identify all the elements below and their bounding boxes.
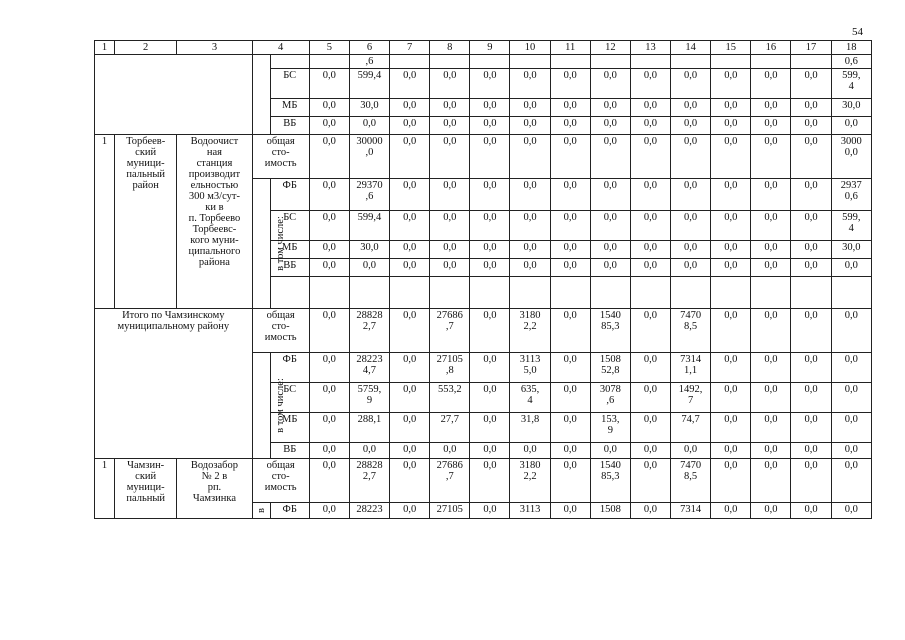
- value-cell: 0,0: [711, 69, 751, 99]
- value-cell: 0,0: [590, 259, 630, 277]
- value-cell: 0,0: [510, 69, 550, 99]
- value-cell: 7314 1,1: [671, 353, 711, 383]
- value-cell: 0,0: [550, 179, 590, 211]
- value-cell: 0,0: [831, 443, 871, 459]
- value-cell: 0,0: [430, 99, 470, 117]
- value-cell: 27,7: [430, 413, 470, 443]
- value-cell: 0,0: [751, 211, 791, 241]
- value-cell: 0,0: [671, 443, 711, 459]
- table-body: [95, 41, 872, 519]
- object-total-row: [95, 459, 872, 503]
- value-cell: 0,0: [711, 413, 751, 443]
- value-cell: 0,6: [831, 55, 871, 69]
- value-cell: 599, 4: [831, 211, 871, 241]
- torbeevo-total-row: [95, 135, 872, 179]
- value-cell: 0,0: [590, 241, 630, 259]
- header-cell: 5: [309, 41, 349, 55]
- value-cell: 0,0: [390, 99, 430, 117]
- value-cell: 27686 ,7: [430, 459, 470, 503]
- blank-cell: [630, 277, 670, 309]
- value-cell: 0,0: [671, 179, 711, 211]
- value-cell: 0,0: [510, 259, 550, 277]
- value-cell: 0,0: [390, 259, 430, 277]
- value-cell: 0,0: [470, 413, 510, 443]
- value-cell: 0,0: [390, 443, 430, 459]
- value-cell: 0,0: [550, 259, 590, 277]
- fund-label: ФБ: [270, 179, 309, 211]
- value-cell: 0,0: [309, 179, 349, 211]
- value-cell: 0,0: [630, 211, 670, 241]
- value-cell: 0,0: [671, 69, 711, 99]
- value-cell: 0,0: [390, 413, 430, 443]
- value-cell: 0,0: [390, 503, 430, 519]
- fund-label: общая сто- имость: [252, 135, 309, 179]
- fund-label: БС: [270, 383, 309, 413]
- value-cell: 27105: [430, 503, 470, 519]
- value-cell: 0,0: [630, 259, 670, 277]
- value-cell: 635, 4: [510, 383, 550, 413]
- value-cell: 0,0: [390, 69, 430, 99]
- district-total-title: Итого по Чамзинскому муниципальному району: [95, 309, 253, 459]
- value-cell: 0,0: [309, 413, 349, 443]
- value-cell: 3000 0,0: [831, 135, 871, 179]
- value-cell: 0,0: [550, 99, 590, 117]
- fund-label: ФБ: [270, 503, 309, 519]
- value-cell: 0,0: [430, 69, 470, 99]
- value-cell: 30,0: [349, 99, 389, 117]
- value-cell: 0,0: [390, 179, 430, 211]
- blank-cell: [831, 277, 871, 309]
- value-cell: 0,0: [671, 99, 711, 117]
- value-cell: 0,0: [671, 241, 711, 259]
- value-cell: 30,0: [349, 241, 389, 259]
- value-cell: 0,0: [590, 117, 630, 135]
- header-cell: 3: [177, 41, 252, 55]
- value-cell: 0,0: [430, 117, 470, 135]
- carry-blank: [390, 55, 430, 69]
- value-cell: 0,0: [711, 353, 751, 383]
- object-name: Водоочист ная станция производит ельностью 300 м3/сут- ки в п. Торбеево Торбеевс- кого муни- ципального района: [177, 135, 252, 309]
- value-cell: 28828 2,7: [349, 459, 389, 503]
- value-cell: 0,0: [671, 135, 711, 179]
- value-cell: 0,0: [430, 211, 470, 241]
- blank-cell: [430, 277, 470, 309]
- blank-cell: [510, 277, 550, 309]
- value-cell: 0,0: [831, 259, 871, 277]
- value-cell: 1492, 7: [671, 383, 711, 413]
- value-cell: 0,0: [791, 503, 831, 519]
- including-label-cell: [252, 503, 270, 519]
- value-cell: 0,0: [309, 443, 349, 459]
- value-cell: 5759, 9: [349, 383, 389, 413]
- value-cell: 0,0: [470, 353, 510, 383]
- value-cell: 0,0: [630, 383, 670, 413]
- value-cell: 0,0: [791, 309, 831, 353]
- value-cell: 0,0: [630, 353, 670, 383]
- value-cell: 0,0: [751, 309, 791, 353]
- blank-cell: [309, 277, 349, 309]
- value-cell: 0,0: [791, 241, 831, 259]
- value-cell: 31,8: [510, 413, 550, 443]
- header-cell: 2: [115, 41, 177, 55]
- district-name: Торбеев- ский муници- пальный район: [115, 135, 177, 309]
- value-cell: 0,0: [309, 503, 349, 519]
- value-cell: 0,0: [791, 69, 831, 99]
- value-cell: 27686 ,7: [430, 309, 470, 353]
- value-cell: 0,0: [791, 353, 831, 383]
- value-cell: 0,0: [390, 353, 430, 383]
- value-cell: 0,0: [791, 259, 831, 277]
- carry-blank: [671, 55, 711, 69]
- value-cell: 0,0: [309, 117, 349, 135]
- value-cell: 0,0: [470, 117, 510, 135]
- value-cell: 29370 ,6: [349, 179, 389, 211]
- value-cell: 0,0: [309, 353, 349, 383]
- value-cell: 0,0: [630, 117, 670, 135]
- value-cell: 0,0: [711, 241, 751, 259]
- value-cell: 30,0: [831, 241, 871, 259]
- value-cell: 0,0: [349, 259, 389, 277]
- value-cell: 0,0: [711, 383, 751, 413]
- carry-blank: [252, 55, 270, 135]
- value-cell: 0,0: [751, 135, 791, 179]
- blank-cell: [390, 277, 430, 309]
- header-cell: 18: [831, 41, 871, 55]
- value-cell: 0,0: [550, 503, 590, 519]
- fund-label: общая сто- имость: [252, 309, 309, 353]
- fund-label: ФБ: [270, 353, 309, 383]
- carry-blank: [95, 55, 253, 135]
- carry-blank: [470, 55, 510, 69]
- carry-blank: [309, 55, 349, 69]
- value-cell: 0,0: [309, 309, 349, 353]
- value-cell: 0,0: [751, 383, 791, 413]
- value-cell: 0,0: [711, 459, 751, 503]
- blank-cell: [349, 277, 389, 309]
- value-cell: 0,0: [309, 135, 349, 179]
- value-cell: 0,0: [711, 135, 751, 179]
- value-cell: 0,0: [791, 99, 831, 117]
- fund-label: МБ: [270, 241, 309, 259]
- value-cell: 0,0: [309, 383, 349, 413]
- value-cell: 0,0: [470, 241, 510, 259]
- value-cell: 0,0: [630, 413, 670, 443]
- value-cell: 0,0: [470, 69, 510, 99]
- value-cell: 0,0: [630, 69, 670, 99]
- value-cell: 0,0: [309, 259, 349, 277]
- value-cell: 0,0: [590, 69, 630, 99]
- value-cell: 0,0: [550, 117, 590, 135]
- carry-blank: [630, 55, 670, 69]
- value-cell: 3113: [510, 503, 550, 519]
- value-cell: 0,0: [630, 443, 670, 459]
- value-cell: 0,0: [510, 99, 550, 117]
- value-cell: 0,0: [791, 179, 831, 211]
- value-cell: 0,0: [751, 413, 791, 443]
- header-cell: 16: [751, 41, 791, 55]
- header-cell: 1: [95, 41, 115, 55]
- value-cell: 3078 ,6: [590, 383, 630, 413]
- value-cell: 0,0: [309, 211, 349, 241]
- value-cell: 0,0: [831, 413, 871, 443]
- value-cell: 0,0: [630, 99, 670, 117]
- value-cell: 0,0: [550, 383, 590, 413]
- header-cell: 8: [430, 41, 470, 55]
- carry-blank: [510, 55, 550, 69]
- value-cell: 0,0: [831, 503, 871, 519]
- header-cell: 13: [630, 41, 670, 55]
- value-cell: 0,0: [751, 117, 791, 135]
- value-cell: 3180 2,2: [510, 309, 550, 353]
- value-cell: 28223 4,7: [349, 353, 389, 383]
- value-cell: 0,0: [510, 179, 550, 211]
- value-cell: 0,0: [751, 99, 791, 117]
- header-cell: 11: [550, 41, 590, 55]
- value-cell: 0,0: [711, 117, 751, 135]
- value-cell: 599, 4: [831, 69, 871, 99]
- value-cell: 0,0: [590, 211, 630, 241]
- value-cell: 0,0: [791, 383, 831, 413]
- value-cell: 0,0: [590, 135, 630, 179]
- value-cell: 0,0: [751, 69, 791, 99]
- value-cell: 0,0: [671, 259, 711, 277]
- page-number: 54: [852, 26, 863, 38]
- value-cell: 0,0: [791, 459, 831, 503]
- value-cell: 0,0: [550, 413, 590, 443]
- value-cell: 0,0: [309, 69, 349, 99]
- value-cell: 1540 85,3: [590, 309, 630, 353]
- header-cell: 4: [252, 41, 309, 55]
- value-cell: 0,0: [390, 309, 430, 353]
- value-cell: 0,0: [390, 211, 430, 241]
- value-cell: 0,0: [390, 241, 430, 259]
- value-cell: 0,0: [791, 117, 831, 135]
- blank-cell: [711, 277, 751, 309]
- value-cell: 0,0: [630, 309, 670, 353]
- value-cell: 0,0: [550, 353, 590, 383]
- value-cell: 30000 ,0: [349, 135, 389, 179]
- value-cell: 0,0: [550, 241, 590, 259]
- value-cell: 1540 85,3: [590, 459, 630, 503]
- value-cell: 3113 5,0: [510, 353, 550, 383]
- value-cell: 0,0: [751, 353, 791, 383]
- header-cell: 12: [590, 41, 630, 55]
- value-cell: 553,2: [430, 383, 470, 413]
- value-cell: 7470 8,5: [671, 309, 711, 353]
- value-cell: 7314: [671, 503, 711, 519]
- value-cell: 0,0: [550, 135, 590, 179]
- budget-table: [94, 40, 872, 519]
- value-cell: 0,0: [590, 179, 630, 211]
- fund-label: ВБ: [270, 259, 309, 277]
- carry-blank: [751, 55, 791, 69]
- blank-cell: [590, 277, 630, 309]
- blank-cell: [270, 277, 309, 309]
- value-cell: 27105 ,8: [430, 353, 470, 383]
- value-cell: 1508: [590, 503, 630, 519]
- header-cell: 9: [470, 41, 510, 55]
- value-cell: 0,0: [711, 211, 751, 241]
- value-cell: 0,0: [430, 241, 470, 259]
- value-cell: 0,0: [550, 69, 590, 99]
- value-cell: 0,0: [590, 99, 630, 117]
- fund-label: МБ: [270, 413, 309, 443]
- value-cell: 2937 0,6: [831, 179, 871, 211]
- value-cell: 0,0: [309, 99, 349, 117]
- value-cell: 599,4: [349, 211, 389, 241]
- value-cell: 0,0: [390, 117, 430, 135]
- value-cell: 0,0: [630, 241, 670, 259]
- object-name: Водозабор № 2 в рп. Чамзинка: [177, 459, 252, 519]
- value-cell: 0,0: [831, 117, 871, 135]
- value-cell: 0,0: [791, 413, 831, 443]
- blank-cell: [550, 277, 590, 309]
- value-cell: 0,0: [470, 99, 510, 117]
- chamzinka-total-row: [95, 309, 872, 353]
- blank-cell: [671, 277, 711, 309]
- blank-cell: [791, 277, 831, 309]
- value-cell: 0,0: [831, 353, 871, 383]
- header-cell: 7: [390, 41, 430, 55]
- header-cell: 6: [349, 41, 389, 55]
- value-cell: 0,0: [751, 179, 791, 211]
- value-cell: 0,0: [309, 459, 349, 503]
- value-cell: 74,7: [671, 413, 711, 443]
- header-cell: 14: [671, 41, 711, 55]
- value-cell: 0,0: [390, 135, 430, 179]
- fund-label: БС: [270, 211, 309, 241]
- value-cell: 0,0: [470, 503, 510, 519]
- row-number: 1: [95, 459, 115, 519]
- value-cell: 0,0: [630, 459, 670, 503]
- fund-label: общая сто- имость: [252, 459, 309, 503]
- value-cell: 0,0: [630, 135, 670, 179]
- value-cell: 0,0: [470, 459, 510, 503]
- value-cell: 0,0: [390, 459, 430, 503]
- value-cell: 0,0: [309, 241, 349, 259]
- carry-blank: [590, 55, 630, 69]
- value-cell: 0,0: [711, 503, 751, 519]
- value-cell: 0,0: [671, 211, 711, 241]
- fund-label: БС: [270, 69, 309, 99]
- value-cell: 0,0: [630, 179, 670, 211]
- value-cell: 288,1: [349, 413, 389, 443]
- value-cell: 0,0: [349, 117, 389, 135]
- fund-label: ВБ: [270, 443, 309, 459]
- carry-blank: [430, 55, 470, 69]
- value-cell: 0,0: [390, 383, 430, 413]
- district-name: Чамзин- ский муници- пальный: [115, 459, 177, 519]
- value-cell: 0,0: [430, 259, 470, 277]
- value-cell: 0,0: [751, 443, 791, 459]
- value-cell: 0,0: [470, 259, 510, 277]
- value-cell: 0,0: [470, 309, 510, 353]
- value-cell: 0,0: [470, 211, 510, 241]
- value-cell: 0,0: [470, 383, 510, 413]
- value-cell: 0,0: [550, 443, 590, 459]
- fund-label: ВБ: [270, 117, 309, 135]
- value-cell: 0,0: [470, 443, 510, 459]
- value-cell: 28223: [349, 503, 389, 519]
- value-cell: 153, 9: [590, 413, 630, 443]
- value-cell: 0,0: [590, 443, 630, 459]
- value-cell: ,6: [349, 55, 389, 69]
- value-cell: 0,0: [711, 309, 751, 353]
- header-cell: 15: [711, 41, 751, 55]
- carry-blank: [550, 55, 590, 69]
- including-label-cell: [252, 353, 286, 459]
- value-cell: 1508 52,8: [590, 353, 630, 383]
- value-cell: 0,0: [711, 179, 751, 211]
- carry-blank: [791, 55, 831, 69]
- carry-blank: [711, 55, 751, 69]
- value-cell: 0,0: [751, 259, 791, 277]
- vertical-label: в том числе:: [274, 378, 286, 433]
- value-cell: 3180 2,2: [510, 459, 550, 503]
- value-cell: 0,0: [831, 459, 871, 503]
- vertical-label: в том числе:: [274, 216, 286, 271]
- value-cell: 0,0: [430, 135, 470, 179]
- value-cell: 0,0: [671, 117, 711, 135]
- value-cell: 0,0: [349, 443, 389, 459]
- value-cell: 0,0: [751, 241, 791, 259]
- fund-label: МБ: [270, 99, 309, 117]
- value-cell: 7470 8,5: [671, 459, 711, 503]
- value-cell: 0,0: [831, 383, 871, 413]
- value-cell: 599,4: [349, 69, 389, 99]
- value-cell: 28828 2,7: [349, 309, 389, 353]
- value-cell: 0,0: [791, 211, 831, 241]
- value-cell: 0,0: [510, 135, 550, 179]
- value-cell: 0,0: [510, 241, 550, 259]
- value-cell: 0,0: [430, 179, 470, 211]
- value-cell: 0,0: [751, 503, 791, 519]
- value-cell: 0,0: [791, 135, 831, 179]
- value-cell: 0,0: [711, 443, 751, 459]
- value-cell: 0,0: [470, 135, 510, 179]
- header-cell: 10: [510, 41, 550, 55]
- value-cell: 0,0: [550, 309, 590, 353]
- value-cell: 0,0: [550, 459, 590, 503]
- blank-cell: [470, 277, 510, 309]
- value-cell: 0,0: [470, 179, 510, 211]
- vertical-label: в: [255, 508, 267, 513]
- row-number: 1: [95, 135, 115, 309]
- value-cell: 0,0: [510, 443, 550, 459]
- including-label-cell: [252, 179, 286, 309]
- value-cell: 0,0: [550, 211, 590, 241]
- value-cell: 0,0: [510, 211, 550, 241]
- carry-row: [95, 55, 872, 69]
- value-cell: 0,0: [711, 99, 751, 117]
- header-cell: 17: [791, 41, 831, 55]
- value-cell: 0,0: [510, 117, 550, 135]
- value-cell: 0,0: [630, 503, 670, 519]
- value-cell: 30,0: [831, 99, 871, 117]
- value-cell: 0,0: [791, 443, 831, 459]
- header-row: [95, 41, 872, 55]
- value-cell: 0,0: [751, 459, 791, 503]
- carry-blank: [270, 55, 309, 69]
- value-cell: 0,0: [430, 443, 470, 459]
- blank-cell: [751, 277, 791, 309]
- value-cell: 0,0: [831, 309, 871, 353]
- value-cell: 0,0: [711, 259, 751, 277]
